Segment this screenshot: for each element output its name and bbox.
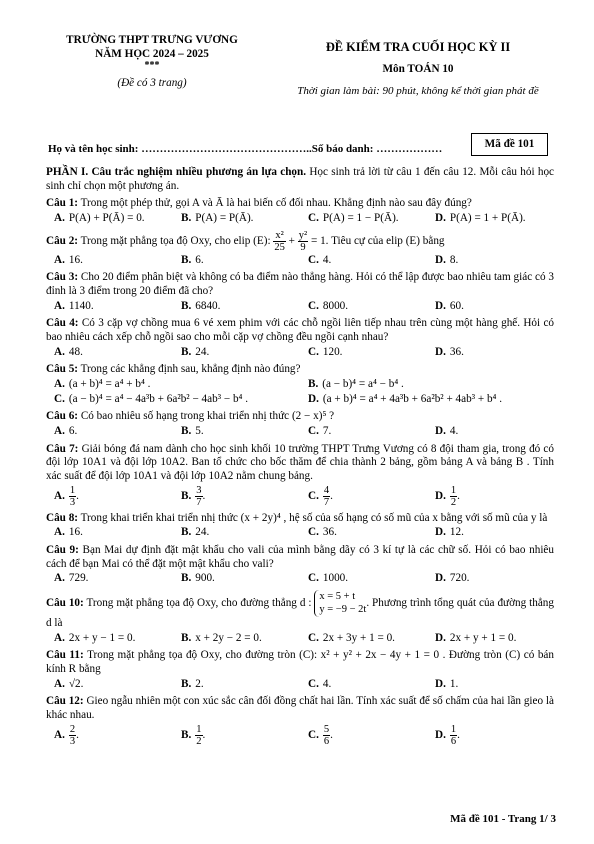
option-d bbox=[427, 212, 554, 226]
option-letter: B. bbox=[308, 377, 319, 390]
option-b bbox=[173, 346, 300, 360]
option-letter: C. bbox=[308, 526, 319, 539]
school-name: TRƯỜNG THPT TRƯNG VƯƠNG bbox=[66, 34, 238, 46]
option-d bbox=[427, 632, 554, 646]
question-11 bbox=[46, 649, 554, 691]
options-row bbox=[46, 632, 554, 646]
option-text: 120. bbox=[322, 345, 343, 358]
question-label: Câu 6: bbox=[46, 410, 79, 423]
option-d bbox=[427, 678, 554, 692]
option-letter: C. bbox=[308, 677, 319, 690]
fraction-denominator: 3 bbox=[69, 496, 76, 508]
options-row bbox=[46, 526, 554, 540]
option-letter: D. bbox=[435, 526, 446, 539]
option-letter: D. bbox=[435, 211, 446, 224]
option-text: 6840. bbox=[195, 299, 221, 312]
option-c bbox=[300, 212, 427, 226]
exam-title: ĐỀ KIỂM TRA CUỐI HỌC KỲ II bbox=[325, 40, 511, 54]
options-row bbox=[46, 254, 554, 268]
option-letter: C. bbox=[308, 211, 319, 224]
option-letter: C. bbox=[308, 631, 319, 644]
exam-code-box: Mã đề 101 bbox=[471, 133, 548, 156]
option-c bbox=[46, 393, 300, 407]
question-text: . Phương trình tổng quát của đường thẳng d là bbox=[46, 597, 554, 630]
question-stem bbox=[46, 271, 554, 298]
option-text: 36. bbox=[449, 345, 464, 358]
option-text: (a − b)⁴ = a⁴ − b⁴ . bbox=[322, 377, 404, 390]
student-info-line: Họ và tên học sinh: ………………………………………..Số báo danh: ……………… bbox=[48, 143, 443, 155]
option-text: P(A) = P(Ā). bbox=[195, 211, 254, 224]
system-line: y = −9 − 2t bbox=[319, 604, 367, 616]
option-a bbox=[46, 724, 173, 747]
question-5 bbox=[46, 363, 554, 406]
option-period: . bbox=[202, 489, 206, 502]
option-a bbox=[46, 485, 173, 508]
options-row bbox=[46, 724, 554, 747]
option-c bbox=[300, 300, 427, 314]
question-stem bbox=[46, 649, 554, 676]
school-year: NĂM HỌC 2024 – 2025 bbox=[95, 47, 209, 60]
option-period: . bbox=[330, 489, 333, 502]
option-text: 4. bbox=[449, 424, 459, 437]
options-row bbox=[46, 300, 554, 314]
option-letter: D. bbox=[435, 728, 446, 741]
option-text: 24. bbox=[195, 345, 210, 358]
option-text: 4. bbox=[322, 677, 332, 690]
option-a bbox=[46, 572, 173, 586]
question-stem bbox=[46, 363, 554, 377]
option-letter: D. bbox=[435, 489, 446, 502]
options-row bbox=[46, 378, 554, 392]
question-stem bbox=[46, 544, 554, 571]
question-label: Câu 7: bbox=[46, 442, 79, 455]
options-row bbox=[46, 678, 554, 692]
option-letter: D. bbox=[435, 572, 446, 585]
part-instruction-text: Học sinh trả lời từ câu 1 đến câu 12. Mỗi câu hỏi học sinh chỉ chọn một phương án. bbox=[46, 166, 554, 192]
exam-subject: Môn TOÁN 10 bbox=[382, 63, 454, 76]
option-text: 12. bbox=[449, 526, 464, 539]
option-letter: D. bbox=[435, 253, 446, 266]
option-letter: D. bbox=[435, 677, 446, 690]
option-c bbox=[300, 346, 427, 360]
option-a bbox=[46, 526, 173, 540]
question-stem bbox=[46, 197, 554, 211]
option-c bbox=[300, 254, 427, 268]
fraction-numerator: 4 bbox=[323, 484, 330, 496]
option-letter: B. bbox=[181, 489, 192, 502]
question-text: Cho 20 điểm phân biệt và không có ba điểm nào thẳng hàng. Hỏi có thể lập được bao nhiêu tam giác có 3 đỉnh là 3 điểm trong 20 điểm đã cho? bbox=[46, 271, 554, 297]
option-letter: B. bbox=[181, 677, 192, 690]
option-text: 6. bbox=[195, 253, 204, 266]
question-8 bbox=[46, 512, 554, 540]
question-1 bbox=[46, 197, 554, 225]
option-period: . bbox=[202, 728, 206, 741]
option-letter: D. bbox=[435, 631, 446, 644]
question-text: Trong mặt phẳng tọa độ Oxy, cho elip (E): bbox=[78, 234, 274, 247]
options-row bbox=[46, 572, 554, 586]
option-letter: B. bbox=[181, 526, 192, 539]
options-row bbox=[46, 393, 554, 407]
stars-decoration: *** bbox=[144, 60, 160, 72]
option-text: 48. bbox=[68, 345, 83, 358]
option-letter: A. bbox=[54, 253, 65, 266]
option-a bbox=[46, 212, 173, 226]
option-text: 8000. bbox=[322, 299, 349, 312]
page-count-note: (Đề có 3 trang) bbox=[117, 77, 187, 90]
fraction-denominator: 2 bbox=[196, 735, 202, 747]
option-period: . bbox=[76, 489, 79, 502]
question-stem bbox=[46, 410, 554, 424]
option-letter: A. bbox=[54, 424, 65, 437]
option-b bbox=[173, 526, 300, 540]
option-letter: C. bbox=[308, 728, 319, 741]
option-letter: B. bbox=[181, 631, 192, 644]
option-b bbox=[173, 425, 300, 439]
option-letter: B. bbox=[181, 572, 192, 585]
option-letter: B. bbox=[181, 253, 192, 266]
option-text: 2x + 3y + 1 = 0. bbox=[322, 631, 395, 644]
option-period: . bbox=[330, 728, 333, 741]
option-c bbox=[300, 572, 427, 586]
question-label: Câu 11: bbox=[46, 649, 84, 662]
options-row bbox=[46, 425, 554, 439]
question-3 bbox=[46, 271, 554, 313]
question-label: Câu 4: bbox=[46, 317, 79, 330]
option-text: (a + b)⁴ = a⁴ + 4a³b + 6a²b² + 4ab³ + b⁴ . bbox=[322, 392, 503, 405]
question-text: Trong các khẳng định sau, khẳng định nào đúng? bbox=[78, 363, 301, 376]
fraction bbox=[298, 230, 308, 253]
option-b bbox=[173, 300, 300, 314]
question-label: Câu 12: bbox=[46, 695, 84, 708]
fraction-denominator: 7 bbox=[196, 496, 202, 508]
question-label: Câu 9: bbox=[46, 543, 79, 556]
question-2 bbox=[46, 230, 554, 268]
option-a bbox=[46, 254, 173, 268]
equation-plus: + bbox=[285, 234, 298, 247]
option-period: . bbox=[457, 728, 460, 741]
option-letter: A. bbox=[54, 677, 65, 690]
question-text: Gieo ngẫu nhiên một con xúc sắc cân đối đồng chất hai lần. Tính xác suất để số chấm của hai lần gieo là khác nhau. bbox=[46, 695, 554, 722]
options-row bbox=[46, 346, 554, 360]
part-instructions bbox=[46, 166, 554, 193]
option-letter: A. bbox=[54, 489, 65, 502]
question-text: . Tiêu cự của elip (E) bằng bbox=[325, 234, 445, 247]
option-letter: C. bbox=[308, 572, 319, 585]
option-letter: A. bbox=[54, 526, 65, 539]
option-text: 1140. bbox=[68, 299, 94, 312]
fraction-numerator: 3 bbox=[196, 484, 202, 496]
option-c bbox=[300, 632, 427, 646]
option-d bbox=[427, 254, 554, 268]
option-c bbox=[300, 724, 427, 747]
question-text: Trong khai triển khai triển nhị thức (x + 2y)⁴ , hệ số của số hạng có số mũ của x bằng với số mũ của y là bbox=[78, 511, 548, 524]
option-letter: A. bbox=[54, 377, 65, 390]
question-label: Câu 10: bbox=[46, 597, 84, 610]
option-d bbox=[427, 346, 554, 360]
fraction bbox=[273, 230, 286, 253]
option-letter: A. bbox=[54, 211, 65, 224]
option-letter: B. bbox=[181, 728, 192, 741]
question-stem bbox=[46, 512, 554, 526]
option-text: √2. bbox=[68, 677, 84, 690]
option-text: 16. bbox=[68, 253, 83, 266]
question-text: Có bao nhiêu số hạng trong khai triển nhị thức (2 − x)⁵ ? bbox=[78, 410, 335, 423]
option-b bbox=[173, 678, 300, 692]
options-row bbox=[46, 212, 554, 226]
question-label: Câu 5: bbox=[46, 363, 79, 376]
option-letter: B. bbox=[181, 299, 192, 312]
fraction bbox=[195, 724, 202, 747]
question-text: Trong mặt phẳng tọa độ Oxy, cho đường tròn (C): x² + y² + 2x − 4y + 1 = 0 . Đường tròn (C) có bán kính R bằng bbox=[46, 649, 554, 676]
option-text: 900. bbox=[195, 572, 215, 585]
option-c bbox=[300, 526, 427, 540]
question-10 bbox=[46, 590, 554, 646]
option-text: 16. bbox=[68, 526, 83, 539]
option-b bbox=[173, 254, 300, 268]
option-text: 36. bbox=[322, 526, 337, 539]
question-stem bbox=[46, 590, 554, 631]
option-text: 60. bbox=[449, 299, 464, 312]
option-c bbox=[300, 485, 427, 508]
option-d bbox=[427, 572, 554, 586]
option-c bbox=[300, 678, 427, 692]
option-letter: A. bbox=[54, 728, 65, 741]
option-a bbox=[46, 346, 173, 360]
option-letter: A. bbox=[54, 345, 65, 358]
option-period: . bbox=[457, 489, 460, 502]
option-text: 2x + y − 1 = 0. bbox=[68, 631, 136, 644]
option-text: P(A) = 1 − P(Ā). bbox=[322, 211, 399, 224]
option-b bbox=[300, 378, 554, 392]
question-6 bbox=[46, 410, 554, 438]
option-letter: D. bbox=[308, 392, 319, 405]
option-text: 2. bbox=[195, 677, 204, 690]
page-footer: Mã đề 101 - Trang 1/ 3 bbox=[450, 813, 556, 825]
option-d bbox=[427, 724, 554, 747]
option-letter: C. bbox=[308, 345, 319, 358]
option-b bbox=[173, 572, 300, 586]
school-header bbox=[34, 34, 270, 91]
option-text: 2x + y + 1 = 0. bbox=[449, 631, 517, 644]
option-text: 729. bbox=[68, 572, 89, 585]
exam-time: Thời gian làm bài: 90 phút, không kể thời gian phát đề bbox=[297, 84, 539, 97]
option-letter: C. bbox=[308, 424, 319, 437]
fraction-numerator: x² bbox=[273, 230, 286, 242]
option-letter: A. bbox=[54, 572, 65, 585]
fraction-numerator: 1 bbox=[450, 484, 457, 496]
option-a bbox=[46, 678, 173, 692]
option-d bbox=[427, 485, 554, 508]
option-text: 1000. bbox=[322, 572, 349, 585]
question-stem bbox=[46, 230, 554, 253]
question-9 bbox=[46, 544, 554, 586]
option-a bbox=[46, 378, 300, 392]
question-list bbox=[46, 166, 554, 747]
option-b bbox=[173, 485, 300, 508]
part-heading: PHẦN I. Câu trắc nghiệm nhiều phương án lựa chọn. bbox=[46, 166, 307, 178]
option-letter: A. bbox=[54, 299, 65, 312]
option-text: 7. bbox=[322, 424, 332, 437]
option-letter: D. bbox=[435, 299, 446, 312]
option-text: 6. bbox=[68, 424, 78, 437]
fraction-denominator: 25 bbox=[274, 241, 285, 253]
fraction-denominator: 9 bbox=[300, 241, 306, 253]
fraction-numerator: 1 bbox=[69, 484, 76, 496]
option-b bbox=[173, 632, 300, 646]
option-text: 1. bbox=[449, 677, 459, 690]
fraction-numerator: 1 bbox=[450, 723, 457, 735]
question-7 bbox=[46, 443, 554, 508]
question-text: Có 3 cặp vợ chồng mua 6 vé xem phim với các chỗ ngồi liên tiếp nhau trên cùng một hàng ghế. Hỏi có bao nhiêu cách xếp chỗ ngồi sao cho mỗi cặp vợ chồng đều ngồi cạnh nhau? bbox=[46, 317, 555, 343]
question-text: Giải bóng đá nam dành cho học sinh khối 10 trường THPT Trưng Vương có 8 đội tham gia, trong đó có đội lớp 10A1 và đội lớp 10A2. Ban tổ chức cho bốc thăm để chia thành 2 bảng, gồm bảng A và bảng B . Tính xác suất để đội lớp 10A1 và đội lớp 10A2 nằm chung bảng. bbox=[46, 442, 554, 482]
option-letter: A. bbox=[54, 631, 65, 644]
question-4 bbox=[46, 317, 554, 359]
fraction-numerator: 2 bbox=[69, 723, 76, 735]
question-text: Bạn Mai dự định đặt mật khẩu cho vali của mình bằng dãy có 3 kí tự là các chữ số. Hỏi có bao nhiêu cách để bạn Mai có thể đặt một mật khẩu cho vali? bbox=[46, 543, 554, 570]
option-b bbox=[173, 212, 300, 226]
option-a bbox=[46, 300, 173, 314]
fraction-numerator: 5 bbox=[323, 723, 330, 735]
fraction-numerator: y² bbox=[298, 229, 308, 241]
option-letter: C. bbox=[308, 299, 319, 312]
fraction-denominator: 6 bbox=[323, 735, 330, 747]
fraction-denominator: 7 bbox=[323, 496, 330, 508]
question-text: Trong mặt phẳng tọa độ Oxy, cho đường thẳng d : bbox=[83, 597, 315, 610]
question-label: Câu 3: bbox=[46, 271, 79, 284]
option-letter: C. bbox=[308, 253, 319, 266]
option-text: 8. bbox=[449, 253, 459, 266]
option-letter: B. bbox=[181, 211, 192, 224]
option-letter: C. bbox=[54, 392, 65, 405]
fraction-denominator: 3 bbox=[69, 735, 76, 747]
question-12 bbox=[46, 695, 554, 746]
option-letter: B. bbox=[181, 345, 192, 358]
question-label: Câu 8: bbox=[46, 511, 79, 524]
option-c bbox=[300, 425, 427, 439]
option-text: P(A) + P(Ā) = 0. bbox=[68, 211, 145, 224]
option-text: 720. bbox=[449, 572, 470, 585]
option-letter: B. bbox=[181, 424, 192, 437]
question-label: Câu 2: bbox=[46, 234, 79, 247]
option-d bbox=[427, 300, 554, 314]
option-text: 5. bbox=[195, 424, 204, 437]
question-stem bbox=[46, 695, 554, 722]
option-a bbox=[46, 632, 173, 646]
option-b bbox=[173, 724, 300, 747]
option-text: (a + b)⁴ = a⁴ + b⁴ . bbox=[68, 377, 151, 390]
exam-header bbox=[268, 40, 568, 98]
question-label: Câu 1: bbox=[46, 197, 79, 210]
fraction bbox=[195, 485, 202, 508]
option-text: P(A) = 1 + P(Ā). bbox=[449, 211, 526, 224]
fraction-denominator: 2 bbox=[450, 496, 457, 508]
option-d bbox=[427, 526, 554, 540]
fraction-denominator: 6 bbox=[450, 735, 457, 747]
option-letter: C. bbox=[308, 489, 319, 502]
equation-rhs: = 1 bbox=[308, 234, 326, 247]
option-text: 4. bbox=[322, 253, 332, 266]
question-text: Trong một phép thử, gọi A và Ā là hai biến cố đối nhau. Khẳng định nào sau đây đúng? bbox=[78, 197, 472, 210]
question-stem bbox=[46, 317, 554, 344]
system-line: x = 5 + t bbox=[319, 590, 356, 602]
option-period: . bbox=[76, 728, 79, 741]
options-row bbox=[46, 485, 554, 508]
fraction-numerator: 1 bbox=[196, 723, 202, 735]
option-letter: D. bbox=[435, 345, 446, 358]
option-d bbox=[300, 393, 554, 407]
option-letter: D. bbox=[435, 424, 446, 437]
option-d bbox=[427, 425, 554, 439]
option-a bbox=[46, 425, 173, 439]
option-text: (a − b)⁴ = a⁴ − 4a³b + 6a²b² − 4ab³ − b⁴ . bbox=[68, 392, 249, 405]
option-text: x + 2y − 2 = 0. bbox=[195, 631, 262, 644]
question-stem bbox=[46, 443, 554, 484]
option-text: 24. bbox=[195, 526, 210, 539]
equation-system bbox=[314, 590, 366, 617]
